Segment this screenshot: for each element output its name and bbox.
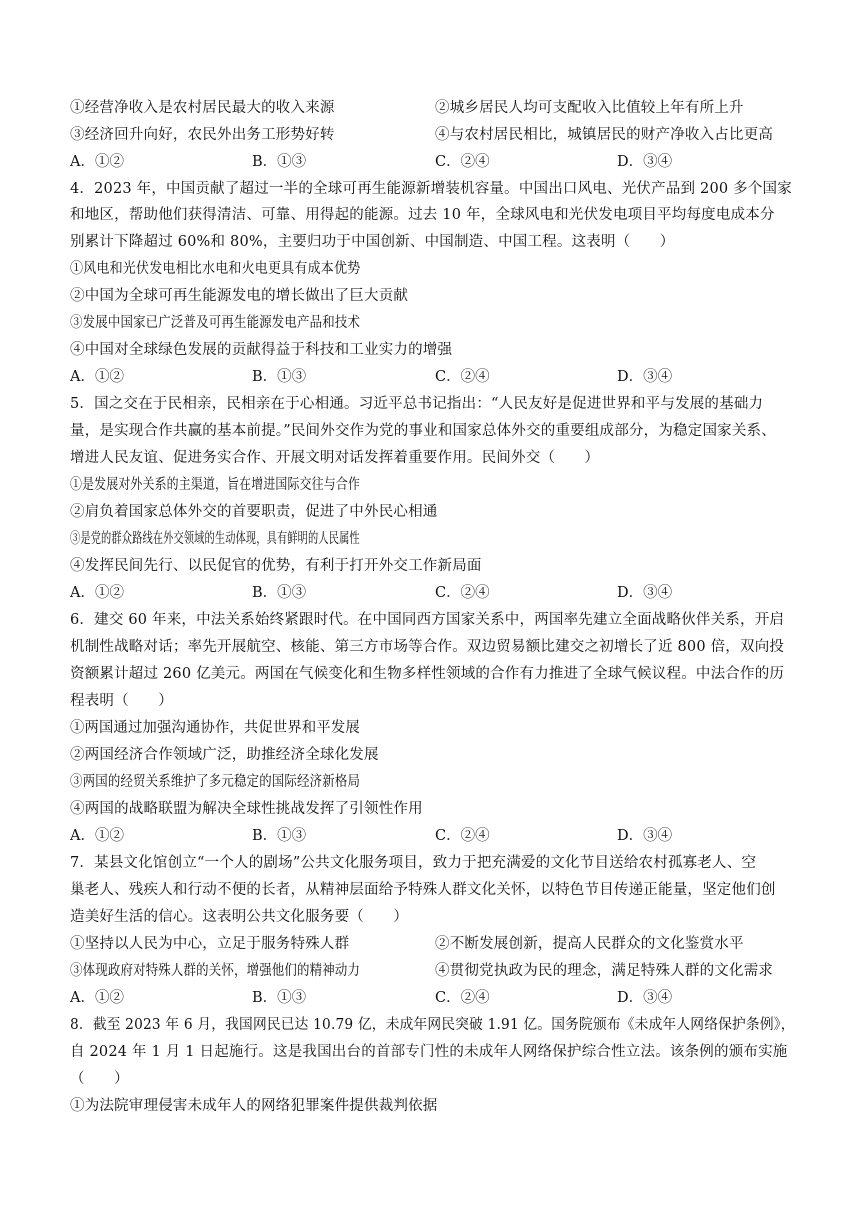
q7-stem-line-1: 7．某县文化馆创立“一个人的剧场”公共文化服务项目，致力于把充满爱的文化节目送给农村孤寡老人、空 xyxy=(70,855,757,871)
q5-option-d[interactable]: D．③④ xyxy=(617,585,673,601)
q6-stem-line-2: 机制性战略对话；率先开展航空、核能、第三方市场等合作。双边贸易额比建交之初增长了近 800 倍，双向投 xyxy=(70,639,785,655)
q3-option-a[interactable]: A．①② xyxy=(70,154,124,170)
q5-statement-4: ④发挥民间先行、以民促官的优势，有利于打开外交工作新局面 xyxy=(70,558,482,574)
q6-option-a[interactable]: A．①② xyxy=(70,828,124,844)
q6-statement-1: ①两国通过加强沟通协作，共促世界和平发展 xyxy=(70,720,360,736)
q6-statement-4: ④两国的战略联盟为解决全球性挑战发挥了引领性作用 xyxy=(70,801,423,817)
q5-option-a[interactable]: A．①② xyxy=(70,585,124,601)
q8-statement-1: ①为法院审理侵害未成年人的网络犯罪案件提供裁判依据 xyxy=(70,1098,438,1114)
q4-statement-3: ③发展中国家已广泛普及可再生能源发电产品和技术 xyxy=(70,315,361,331)
q8-stem-line-2: 自 2024 年 1 月 1 日起施行。这是我国出台的首部专门性的未成年人网络保护综合性立法。该条例的颁布实施 xyxy=(70,1044,788,1060)
q4-statement-1: ①风电和光伏发电相比水电和火电更具有成本优势 xyxy=(70,261,361,277)
q5-statement-2: ②肩负着国家总体外交的首要职责，促进了中外民心相通 xyxy=(70,504,438,520)
q7-statement-2: ②不断发展创新，提高人民群众的文化鉴赏水平 xyxy=(435,936,744,952)
q5-stem-line-1: 5．国之交在于民相亲，民相亲在于心相通。习近平总书记指出：“人民友好是促进世界和平与发展的基础力 xyxy=(70,396,764,412)
q3-statement-2: ②城乡居民人均可支配收入比值较上年有所上升 xyxy=(435,100,744,116)
q5-stem-line-3: 增进人民友谊、促进务实合作、开展文明对话发挥着重要作用。民间外交（ ） xyxy=(70,450,600,466)
q6-statement-2: ②两国经济合作领域广泛，助推经济全球化发展 xyxy=(70,747,379,763)
q3-statement-1: ①经营净收入是农村居民最大的收入来源 xyxy=(70,100,335,116)
q4-option-b[interactable]: B．①③ xyxy=(252,369,307,385)
q8-stem-line-1: 8．截至 2023 年 6 月，我国网民已达 10.79 亿，未成年网民突破 1.91 亿。国务院颁布《未成年人网络保护条例》， xyxy=(70,1017,795,1033)
q7-option-d[interactable]: D．③④ xyxy=(617,990,673,1006)
q3-statement-4: ④与农村居民相比，城镇居民的财产净收入占比更高 xyxy=(435,127,774,143)
q4-stem-line-1: 4．2023 年，中国贡献了超过一半的全球可再生能源新增装机容量。中国出口风电、光伏产品到 200 多个国家 xyxy=(70,181,792,197)
q6-option-b[interactable]: B．①③ xyxy=(252,828,307,844)
q7-option-b[interactable]: B．①③ xyxy=(252,990,307,1006)
q6-stem-line-1: 6．建交 60 年来，中法关系始终紧跟时代。在中国同西方国家关系中，两国率先建立全面战略伙伴关系，开启 xyxy=(70,612,785,628)
q4-option-c[interactable]: C．②④ xyxy=(435,369,490,385)
q5-option-b[interactable]: B．①③ xyxy=(252,585,307,601)
q6-option-c[interactable]: C．②④ xyxy=(435,828,490,844)
q3-statement-3: ③经济回升向好，农民外出务工形势好转 xyxy=(70,127,335,143)
q7-statement-4: ④贯彻党执政为民的理念，满足特殊人群的文化需求 xyxy=(435,963,774,979)
q6-option-d[interactable]: D．③④ xyxy=(617,828,673,844)
q4-option-a[interactable]: A．①② xyxy=(70,369,124,385)
q3-option-b[interactable]: B．①③ xyxy=(252,154,307,170)
q5-statement-1: ①是发展对外关系的主渠道，旨在增进国际交往与合作 xyxy=(70,477,361,493)
q7-stem-line-2: 巢老人、残疾人和行动不便的长者，从精神层面给予特殊人群文化关怀，以特色节目传递正能量，坚定他们创 xyxy=(70,882,776,898)
q8-stem-line-3: （ ） xyxy=(70,1071,129,1087)
q7-option-c[interactable]: C．②④ xyxy=(435,990,490,1006)
q7-stem-line-3: 造美好生活的信心。这表明公共文化服务要（ ） xyxy=(70,909,409,925)
q4-stem-line-3: 别累计下降超过 60%和 80%，主要归功于中国创新、中国制造、中国工程。这表明（ ） xyxy=(70,234,675,250)
q5-option-c[interactable]: C．②④ xyxy=(435,585,490,601)
q7-statement-3: ③体现政府对特殊人群的关怀，增强他们的精神动力 xyxy=(70,963,361,979)
q4-stem-line-2: 和地区，帮助他们获得清洁、可靠、用得起的能源。过去 10 年，全球风电和光伏发电项目平均每度电成本分 xyxy=(70,207,775,223)
q5-stem-line-2: 量，是实现合作共赢的基本前提。”民间外交作为党的事业和国家总体外交的重要组成部分，为稳定国家关系、 xyxy=(70,423,776,439)
q4-option-d[interactable]: D．③④ xyxy=(617,369,673,385)
q3-option-d[interactable]: D．③④ xyxy=(617,154,673,170)
q6-stem-line-4: 程表明（ ） xyxy=(70,693,173,709)
q5-statement-3: ③是党的群众路线在外交领域的生动体现，具有鲜明的人民属性 xyxy=(70,531,360,547)
q6-statement-3: ③两国的经贸关系维护了多元稳定的国际经济新格局 xyxy=(70,774,361,790)
q4-statement-4: ④中国对全球绿色发展的贡献得益于科技和工业实力的增强 xyxy=(70,342,453,358)
q7-option-a[interactable]: A．①② xyxy=(70,990,124,1006)
q4-statement-2: ②中国为全球可再生能源发电的增长做出了巨大贡献 xyxy=(70,288,409,304)
q7-statement-1: ①坚持以人民为中心，立足于服务特殊人群 xyxy=(70,936,350,952)
q3-option-c[interactable]: C．②④ xyxy=(435,154,490,170)
q6-stem-line-3: 资额累计超过 260 亿美元。两国在气候变化和生物多样性领域的合作有力推进了全球气候议程。中法合作的历 xyxy=(70,666,785,682)
